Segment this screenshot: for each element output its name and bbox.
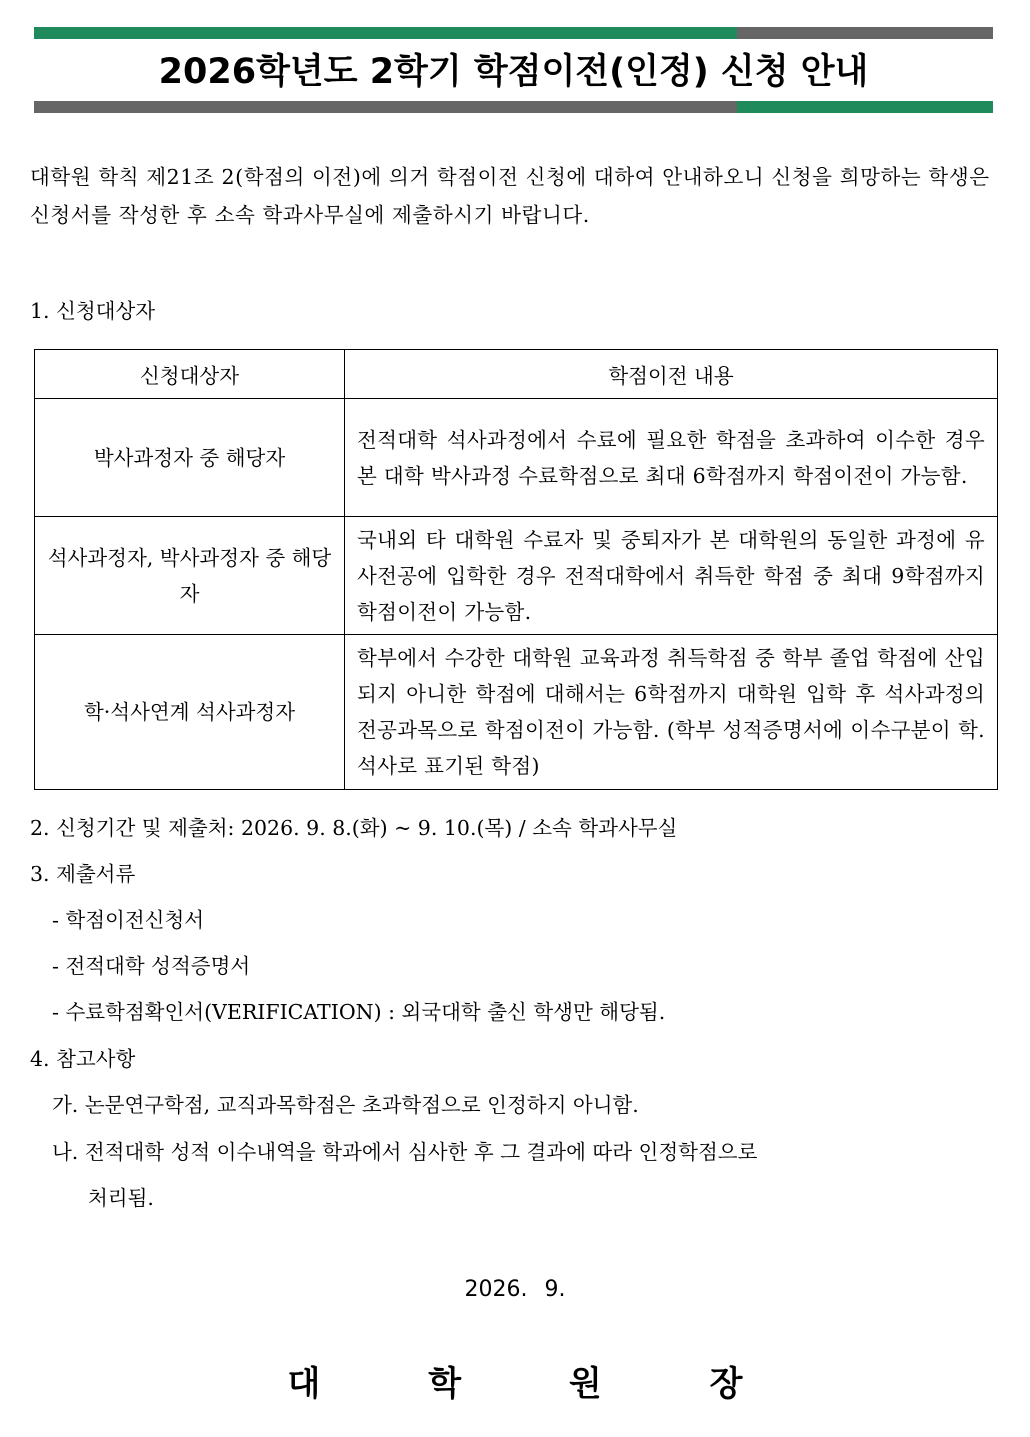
table-cell-target: 석사과정자, 박사과정자 중 해당자 <box>35 517 345 635</box>
page-title: 2026학년도 2학기 학점이전(인정) 신청 안내 <box>158 52 869 92</box>
eligibility-table <box>34 349 998 790</box>
note-item-continuation: 처리됨. <box>88 1186 154 1210</box>
header-bar-gray-bottom <box>34 101 737 113</box>
header-bar-green-top <box>34 27 737 39</box>
column-header-target: 신청대상자 <box>35 350 345 399</box>
issuer-signature: 대 학 원 장 <box>287 1364 791 1404</box>
note-item: 가. 논문연구학점, 교직과목학점은 초과학점으로 인정하지 아니함. <box>52 1093 639 1117</box>
table-header-row <box>35 350 998 399</box>
section-4-heading: 4. 참고사항 <box>30 1047 136 1071</box>
section-2-period: 2. 신청기간 및 제출처: 2026. 9. 8.(화) ~ 9. 10.(목) / 소속 학과사무실 <box>30 816 678 840</box>
table-cell-content: 학부에서 수강한 대학원 교육과정 취득학점 중 학부 졸업 학점에 산입되지 아니한 학점에 대해서는 6학점까지 대학원 입학 후 석사과정의 전공과목으로 학점이전이 가능함. (학부 성적증명서에 이수구분이 학.석사로 표기된 학점) <box>345 635 998 790</box>
document-item: - 학점이전신청서 <box>52 908 205 932</box>
column-header-content: 학점이전 내용 <box>345 350 998 399</box>
table-cell-target: 박사과정자 중 해당자 <box>35 399 345 517</box>
table-cell-target: 학·석사연계 석사과정자 <box>35 635 345 790</box>
document-item: - 수료학점확인서(VERIFICATION) : 외국대학 출신 학생만 해당됨. <box>52 1000 666 1024</box>
intro-paragraph: 대학원 학칙 제21조 2(학점의 이전)에 의거 학점이전 신청에 대하여 안내하오니 신청을 희망하는 학생은 신청서를 작성한 후 소속 학과사무실에 제출하시기 바랍니다. <box>30 165 990 227</box>
note-item: 나. 전적대학 성적 이수내역을 학과에서 심사한 후 그 결과에 따라 인정학점으로 <box>52 1140 758 1164</box>
document-item: - 전적대학 성적증명서 <box>52 954 251 978</box>
header-bar-gray-top <box>737 27 993 39</box>
table-cell-content: 국내외 타 대학원 수료자 및 중퇴자가 본 대학원의 동일한 과정에 유사전공에 입학한 경우 전적대학에서 취득한 학점 중 최대 9학점까지 학점이전이 가능함. <box>345 517 998 635</box>
table-cell-content: 전적대학 석사과정에서 수료에 필요한 학점을 초과하여 이수한 경우 본 대학 박사과정 수료학점으로 최대 6학점까지 학점이전이 가능함. <box>345 399 998 517</box>
section-1-heading: 1. 신청대상자 <box>30 299 156 323</box>
section-3-heading: 3. 제출서류 <box>30 862 136 886</box>
header-bar-green-bottom <box>737 101 993 113</box>
table-row <box>35 635 998 790</box>
notice-date: 2026. 9. <box>464 1277 566 1302</box>
table-row <box>35 399 998 517</box>
table-row <box>35 517 998 635</box>
